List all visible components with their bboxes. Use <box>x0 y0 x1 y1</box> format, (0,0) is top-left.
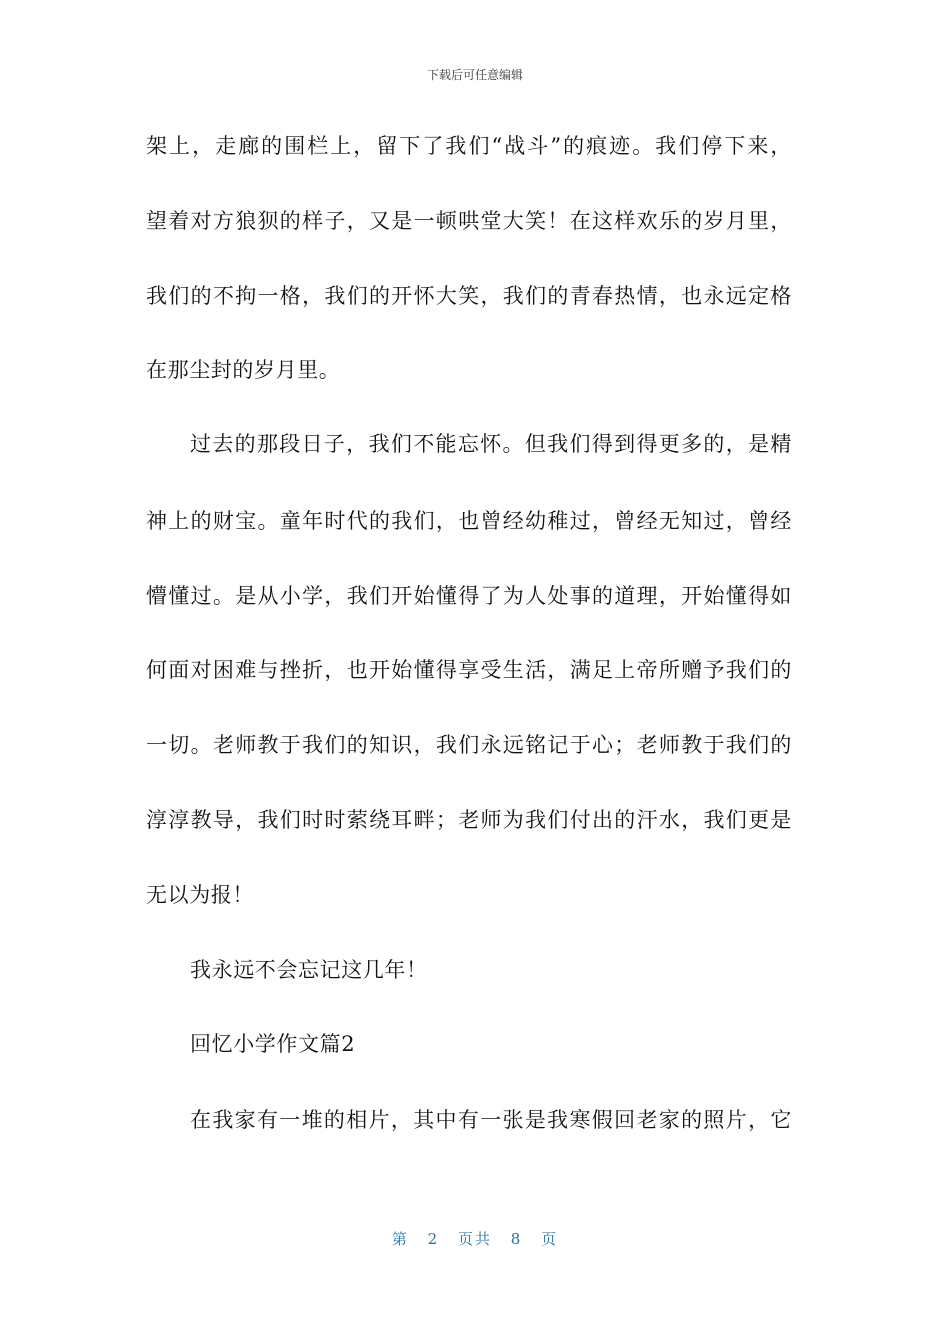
body-line: 懵懂过。是从小学，我们开始懂得了为人处事的道理，开始懂得如 <box>146 584 792 608</box>
body-line: 架上，走廊的围栏上，留下了我们“战斗”的痕迹。我们停下来， <box>146 134 792 158</box>
body-line: 神上的财宝。童年时代的我们，也曾经幼稚过，曾经无知过，曾经 <box>146 509 792 533</box>
body-line: 何面对困难与挫折，也开始懂得享受生活，满足上帝所赠予我们的 <box>146 658 792 682</box>
body-line: 在那尘封的岁月里。 <box>146 358 341 382</box>
body-line: 我们的不拘一格，我们的开怀大笑，我们的青春热情，也永远定格 <box>146 284 792 308</box>
body-line: 在我家有一堆的相片，其中有一张是我寒假回老家的照片，它 <box>190 1108 792 1132</box>
page-label-prefix: 第 <box>391 1230 409 1248</box>
body-line: 过去的那段日子，我们不能忘怀。但我们得到得更多的，是精 <box>190 432 792 456</box>
body-line: 一切。老师教于我们的知识，我们永远铭记于心；老师教于我们的 <box>146 733 792 757</box>
header-note: 下载后可任意编辑 <box>426 68 523 82</box>
total-pages-number: 8 <box>510 1230 523 1248</box>
body-line: 无以为报！ <box>146 883 254 907</box>
current-page-number: 2 <box>427 1230 440 1248</box>
body-line: 望着对方狼狈的样子，又是一顿哄堂大笑！在这样欢乐的岁月里， <box>146 209 792 233</box>
body-line: 我永远不会忘记这几年！ <box>190 958 428 982</box>
page-footer <box>0 1228 950 1249</box>
section-heading: 回忆小学作文篇2 <box>190 1032 356 1056</box>
page-label-mid: 页共 <box>457 1230 492 1248</box>
page-label-suffix: 页 <box>541 1230 559 1248</box>
body-line: 淳淳教导，我们时时萦绕耳畔；老师为我们付出的汗水，我们更是 <box>146 808 792 832</box>
